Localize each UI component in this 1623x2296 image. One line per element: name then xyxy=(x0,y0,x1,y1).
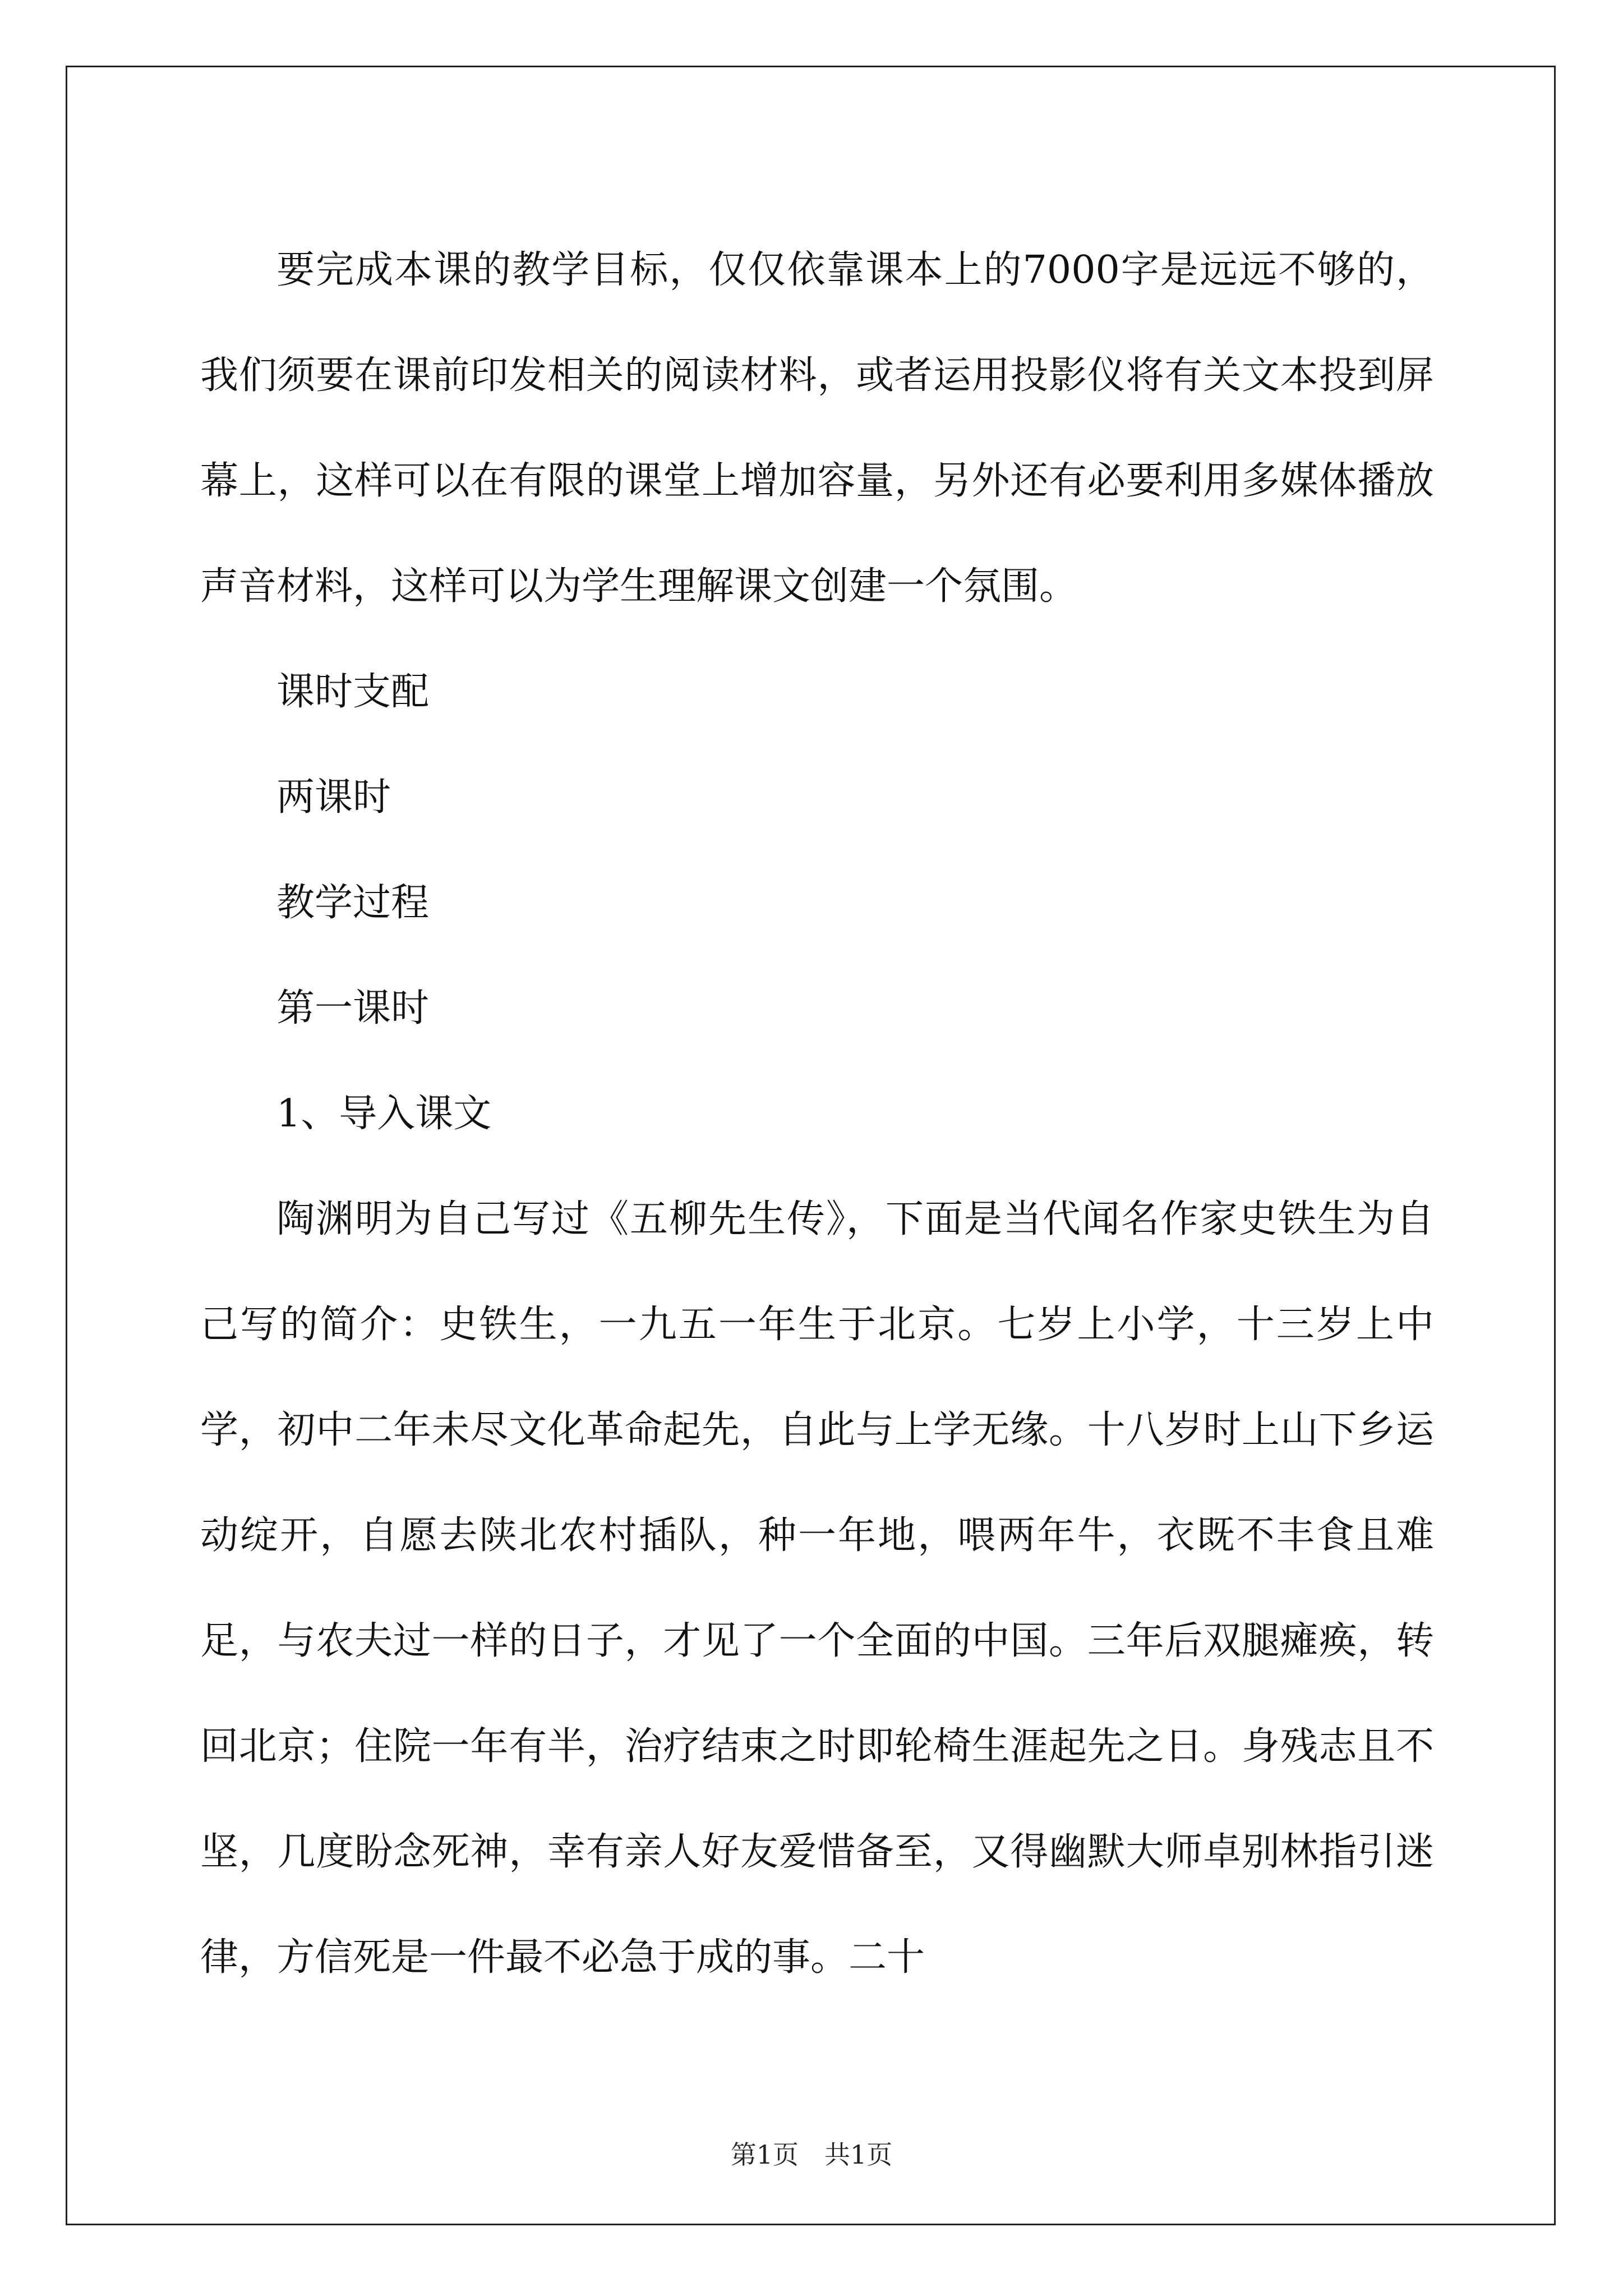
section-heading: 教学过程 xyxy=(276,881,430,925)
paragraph: 陶渊明为自己写过《五柳先生传》，下面是当代闻名作家史铁生为自己写的简介：史铁生，一九五一年生于北京。七岁上小学，十三岁上中学，初中二年未尽文化革命起先，自此与上学无缘。十八岁时上山下乡运动绽开，自愿去陕北农村插队，种一年地，喂两年牛，衣既不丰食且难足，与农夫过一样的日子，才见了一个全面的中国。三年后双腿瘫痪，转回北京；住院一年有半，治疗结束之时即轮椅生涯起先之日。身残志且不坚，几度盼念死神，幸有亲人好友爱惜备至，又得幽默大师卓别林指引迷律，方信死是一件最不必急于成的事。二十 xyxy=(200,1197,1434,1980)
section-heading: 1、导入课文 xyxy=(276,1092,492,1136)
document-body xyxy=(200,218,1434,2010)
section-heading: 课时支配 xyxy=(276,670,430,714)
section-heading: 第一课时 xyxy=(276,986,430,1030)
paragraph: 要完成本课的教学目标，仅仅依靠课本上的7000字是远远不够的，我们须要在课前印发相关的阅读材料，或者运用投影仪将有关文本投到屏幕上，这样可以在有限的课堂上增加容量，另外还有必要利用多媒体播放声音材料，这样可以为学生理解课文创建一个氛围。 xyxy=(200,248,1434,609)
page-footer: 第1页 共1页 xyxy=(730,2139,893,2170)
paragraph: 两课时 xyxy=(276,775,391,820)
